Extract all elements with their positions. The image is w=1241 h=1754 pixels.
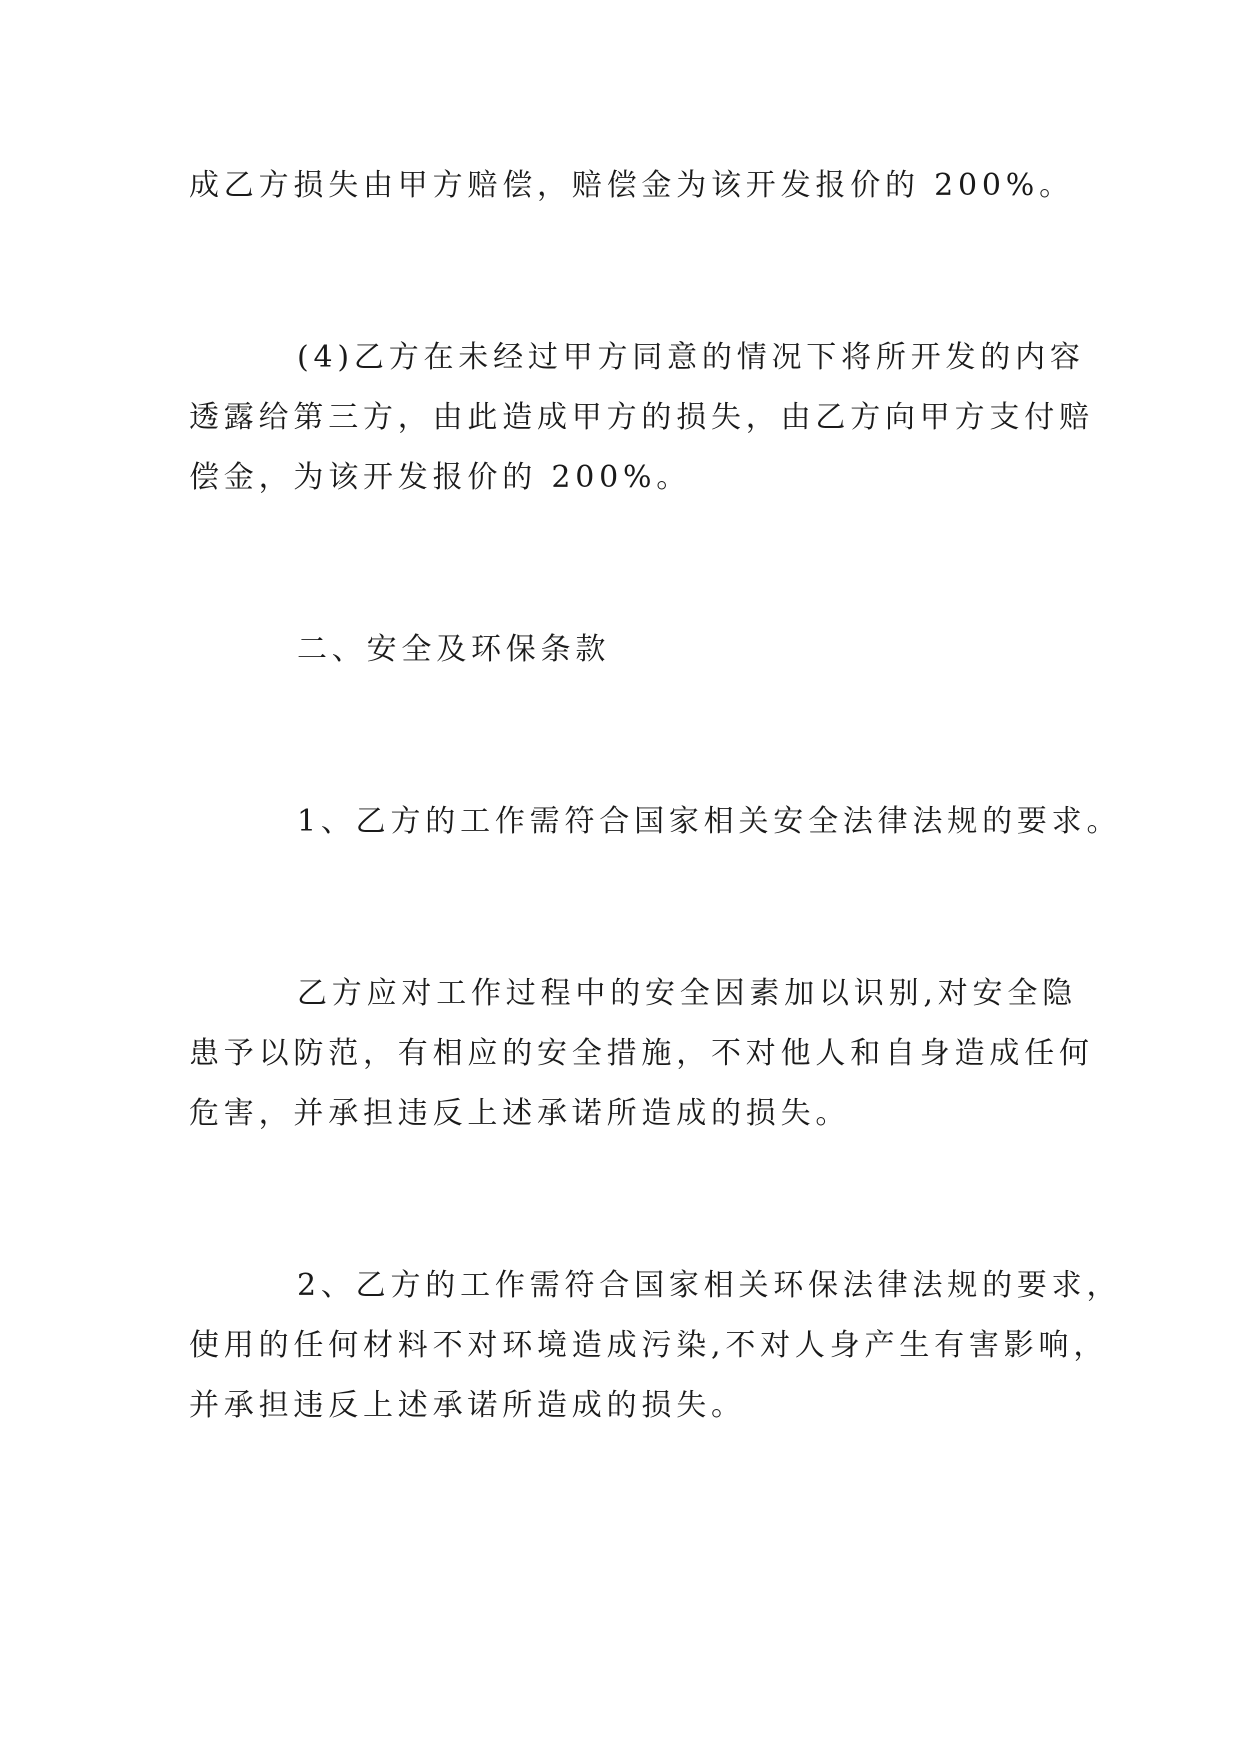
paragraph-line: 危害，并承担违反上述承诺所造成的损失。 bbox=[189, 1096, 851, 1131]
paragraph-line: 1、乙方的工作需符合国家相关安全法律法规的要求。 bbox=[297, 804, 1122, 839]
paragraph-line: 使用的任何材料不对环境造成污染,不对人身产生有害影响， bbox=[189, 1328, 1109, 1363]
section-heading: 二、安全及环保条款 bbox=[297, 632, 611, 667]
paragraph-line: 并承担违反上述承诺所造成的损失。 bbox=[189, 1388, 746, 1423]
paragraph-line: 偿金，为该开发报价的 200%。 bbox=[189, 460, 692, 495]
paragraph-line: 2、乙方的工作需符合国家相关环保法律法规的要求， bbox=[297, 1268, 1122, 1303]
paragraph-line: 成乙方损失由甲方赔偿，赔偿金为该开发报价的 200%。 bbox=[189, 168, 1074, 203]
paragraph-line: (4)乙方在未经过甲方同意的情况下将所开发的内容 bbox=[297, 340, 1085, 375]
paragraph-line: 乙方应对工作过程中的安全因素加以识别,对安全隐 bbox=[297, 976, 1077, 1011]
paragraph-line: 患予以防范，有相应的安全措施，不对他人和自身造成任何 bbox=[189, 1036, 1094, 1071]
paragraph-line: 透露给第三方，由此造成甲方的损失，由乙方向甲方支付赔 bbox=[189, 400, 1094, 435]
